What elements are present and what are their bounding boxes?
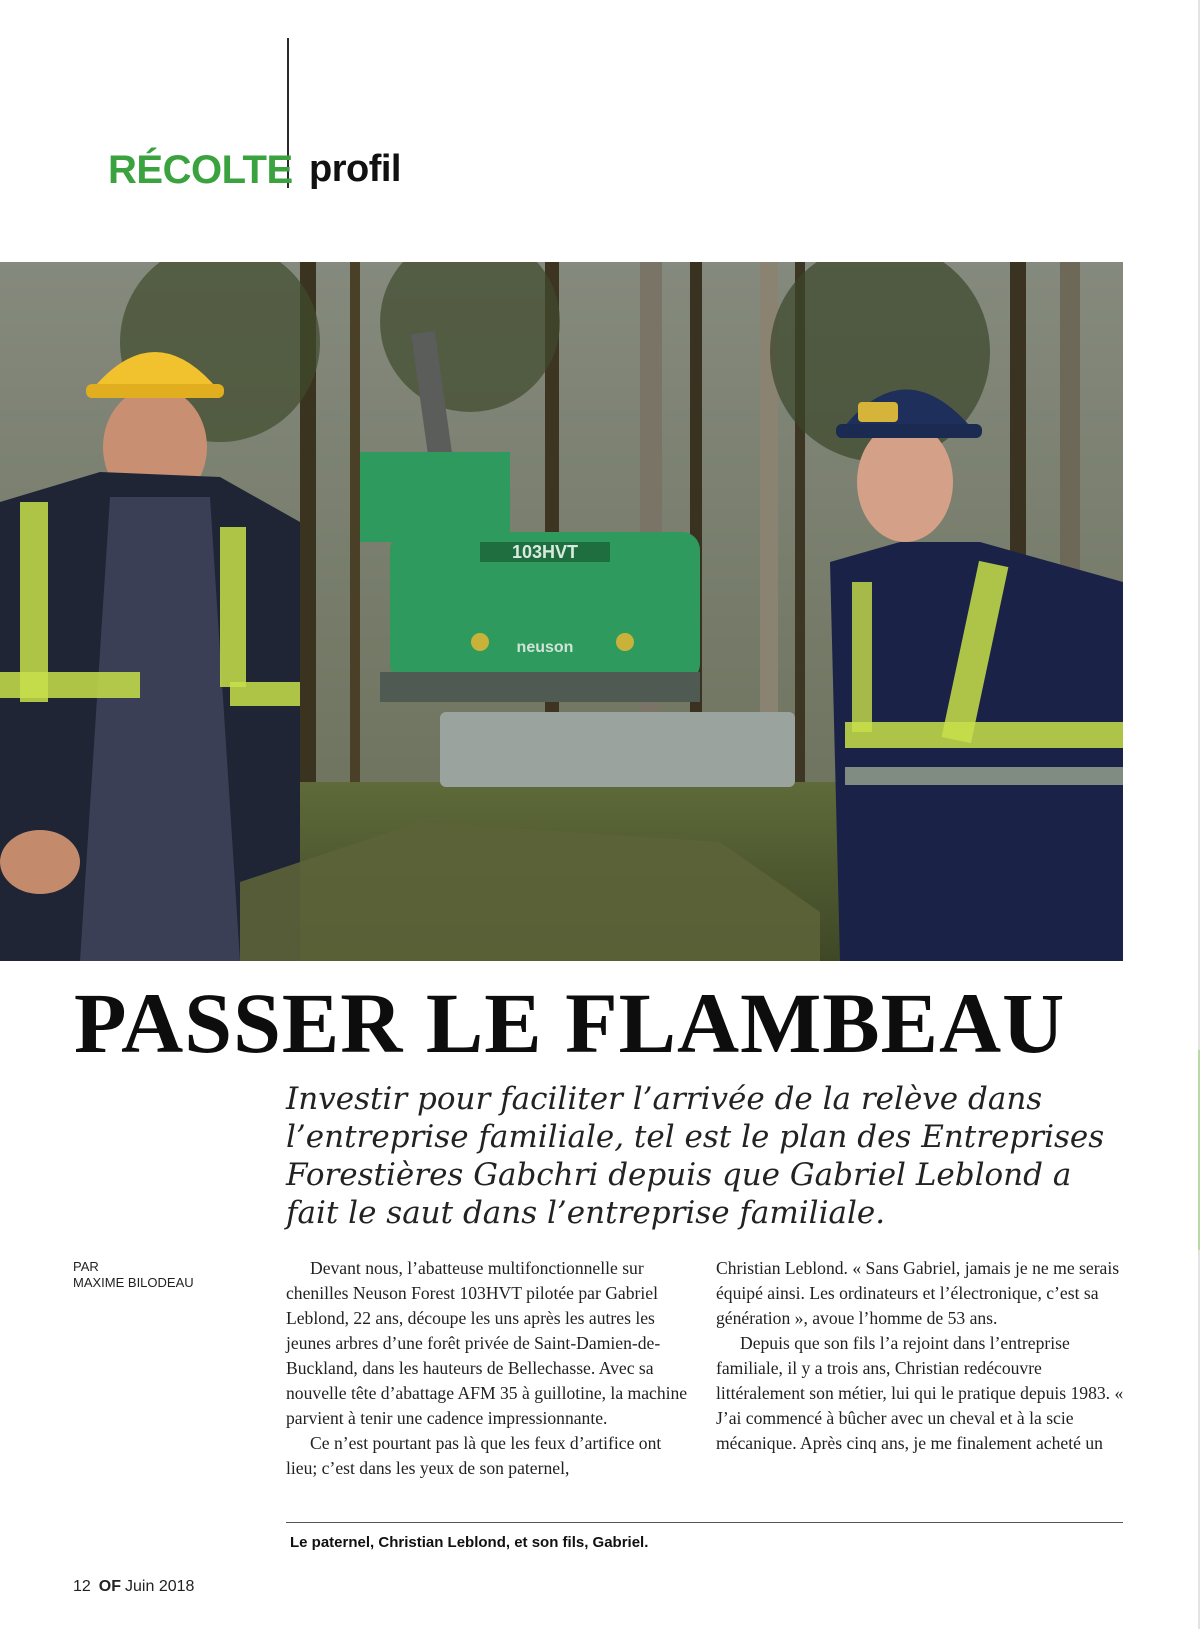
section-sublabel: profil <box>309 148 401 190</box>
article-column-1 <box>286 1256 696 1481</box>
body-paragraph: Devant nous, l’abatteuse multifonctionnelle sur chenilles Neuson Forest 103HVT pilotée par Gabriel Leblond, 22 ans, découpe les uns après les autres les jeunes arbres d’une forêt privée de Saint-Damien-de-Buckland, dans les hauteurs de Bellechasse. Avec sa nouvelle tête d’abattage AFM 35 à guillotine, la machine parvient à tenir une cadence impressionnante. <box>286 1258 688 1428</box>
page-footer <box>73 1578 194 1596</box>
article-column-2 <box>716 1256 1126 1456</box>
issue-date: Juin 2018 <box>125 1578 195 1595</box>
magazine-name: OF <box>98 1578 122 1595</box>
body-paragraph: Depuis que son fils l’a rejoint dans l’entreprise familiale, il y a trois ans, Christian redécouvre littéralement son métier, lui qui le pratique depuis 1983. « J’ai commencé à bûcher avec un cheval et à la scie mécanique. Après cinq ans, je me finalement acheté un <box>716 1333 1124 1453</box>
photo-caption: Le paternel, Christian Leblond, et son fils, Gabriel. <box>290 1534 649 1551</box>
machine-brand-label: neuson <box>516 639 574 656</box>
machine-model-label: 103HVT <box>511 542 579 562</box>
page-number: 12 <box>73 1578 91 1595</box>
caption-rule <box>286 1522 1123 1523</box>
body-paragraph: Ce n’est pourtant pas là que les feux d’artifice ont lieu; c’est dans les yeux de son paternel, <box>286 1433 662 1478</box>
article-photo <box>0 262 1123 961</box>
byline-prefix: PAR <box>73 1259 99 1274</box>
byline <box>73 1259 194 1291</box>
section-label: RÉCOLTE <box>108 148 293 192</box>
byline-author: MAXIME BILODEAU <box>73 1275 194 1290</box>
body-paragraph: Christian Leblond. « Sans Gabriel, jamais je ne me serais équipé ainsi. Les ordinateurs et l’électronique, c’est sa génération », avoue l’homme de 53 ans. <box>716 1258 1120 1328</box>
article-title: PASSER LE FLAMBEAU <box>74 975 1066 1071</box>
article-deck: Investir pour faciliter l’arrivée de la relève dans l’entreprise familiale, tel est le plan des Entreprises Forestières Gabchri depuis que Gabriel Leblond a fait le saut dans l’entreprise familiale. <box>286 1081 1105 1231</box>
